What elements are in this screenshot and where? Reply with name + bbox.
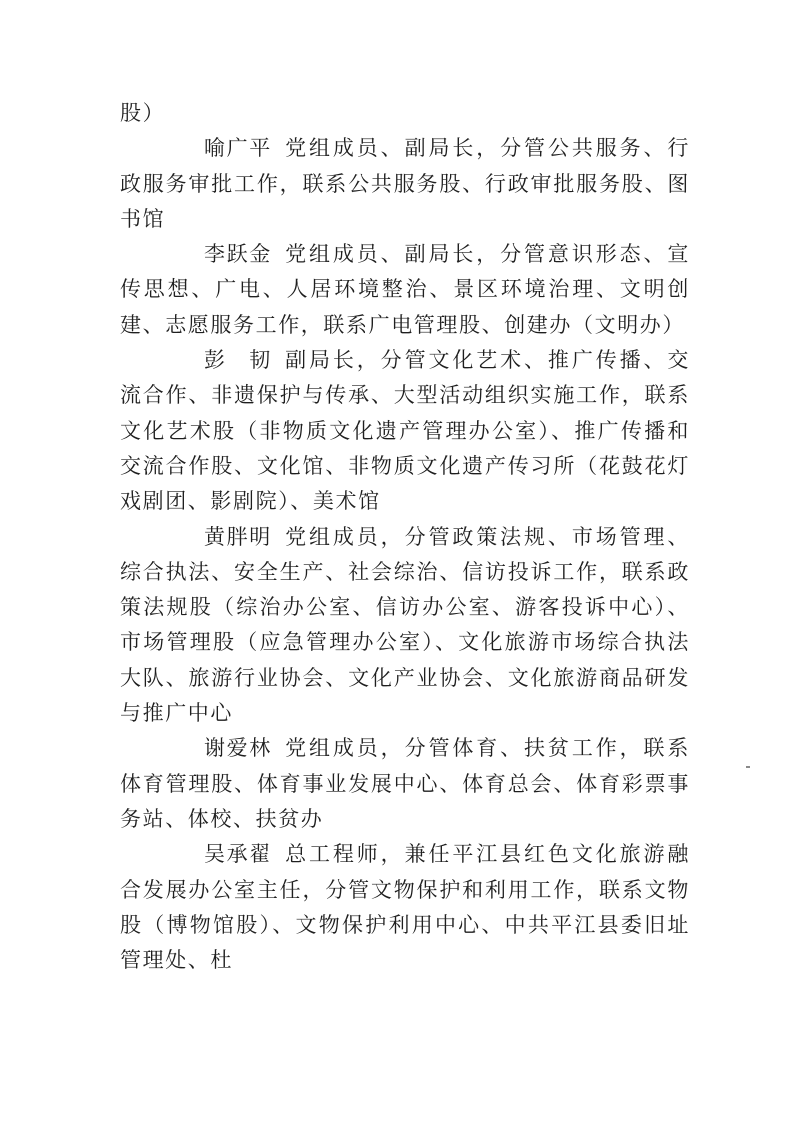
leader-paragraph-huang — [120, 520, 690, 732]
leader-name: 李跃金 — [204, 242, 272, 267]
leader-paragraph-xie — [120, 731, 690, 837]
leader-name: 彭 韧 — [204, 348, 272, 373]
leader-paragraph-yu — [120, 131, 690, 237]
leader-duties: 党组成员，分管体育、扶贫工作，联系体育管理股、体育事业发展中心、体育总会、体育彩票事务站、体校、扶贫办 — [120, 736, 690, 831]
leader-duties: 总工程师，兼任平江县红色文化旅游融合发展办公室主任，分管文物保护和利用工作，联系文物股（博物馆股）、文物保护利用中心、中共平江县委旧址管理处、杜 — [120, 842, 690, 973]
leader-duties: 党组成员，分管政策法规、市场管理、综合执法、安全生产、社会综治、信访投诉工作，联系政策法规股（综治办公室、信访办公室、游客投诉中心）、市场管理股（应急管理办公室）、文化旅游市场综合执法大队、旅游行业协会、文化产业协会、文化旅游商品研发与推广中心 — [120, 524, 690, 726]
leader-paragraph-li — [120, 237, 690, 343]
paragraph-text: 股） — [120, 101, 166, 125]
document-body — [120, 96, 690, 978]
leader-duties: 党组成员、副局长，分管意识形态、宣传思想、广电、人居环境整治、景区环境治理、文明创建、志愿服务工作，联系广电管理股、创建办（文明办） — [120, 242, 690, 337]
leader-name: 谢爱林 — [204, 736, 272, 761]
leader-duties: 副局长，分管文化艺术、推广传播、交流合作、非遗保护与传承、大型活动组织实施工作，联系文化艺术股（非物质文化遗产管理办公室）、推广传播和交流合作股、文化馆、非物质文化遗产传习所（花鼓花灯戏剧团、影剧院）、美术馆 — [120, 348, 690, 514]
leader-name: 吴承翟 — [204, 842, 272, 867]
leader-duties: 党组成员、副局长，分管公共服务、行政服务审批工作，联系公共服务股、行政审批服务股、图书馆 — [120, 136, 690, 231]
scan-mark — [746, 766, 750, 768]
leader-name: 喻广平 — [204, 136, 272, 161]
leader-paragraph-wu — [120, 837, 690, 978]
continuation-paragraph — [120, 96, 690, 131]
leader-name: 黄胖明 — [204, 524, 272, 549]
leader-paragraph-peng — [120, 343, 690, 519]
